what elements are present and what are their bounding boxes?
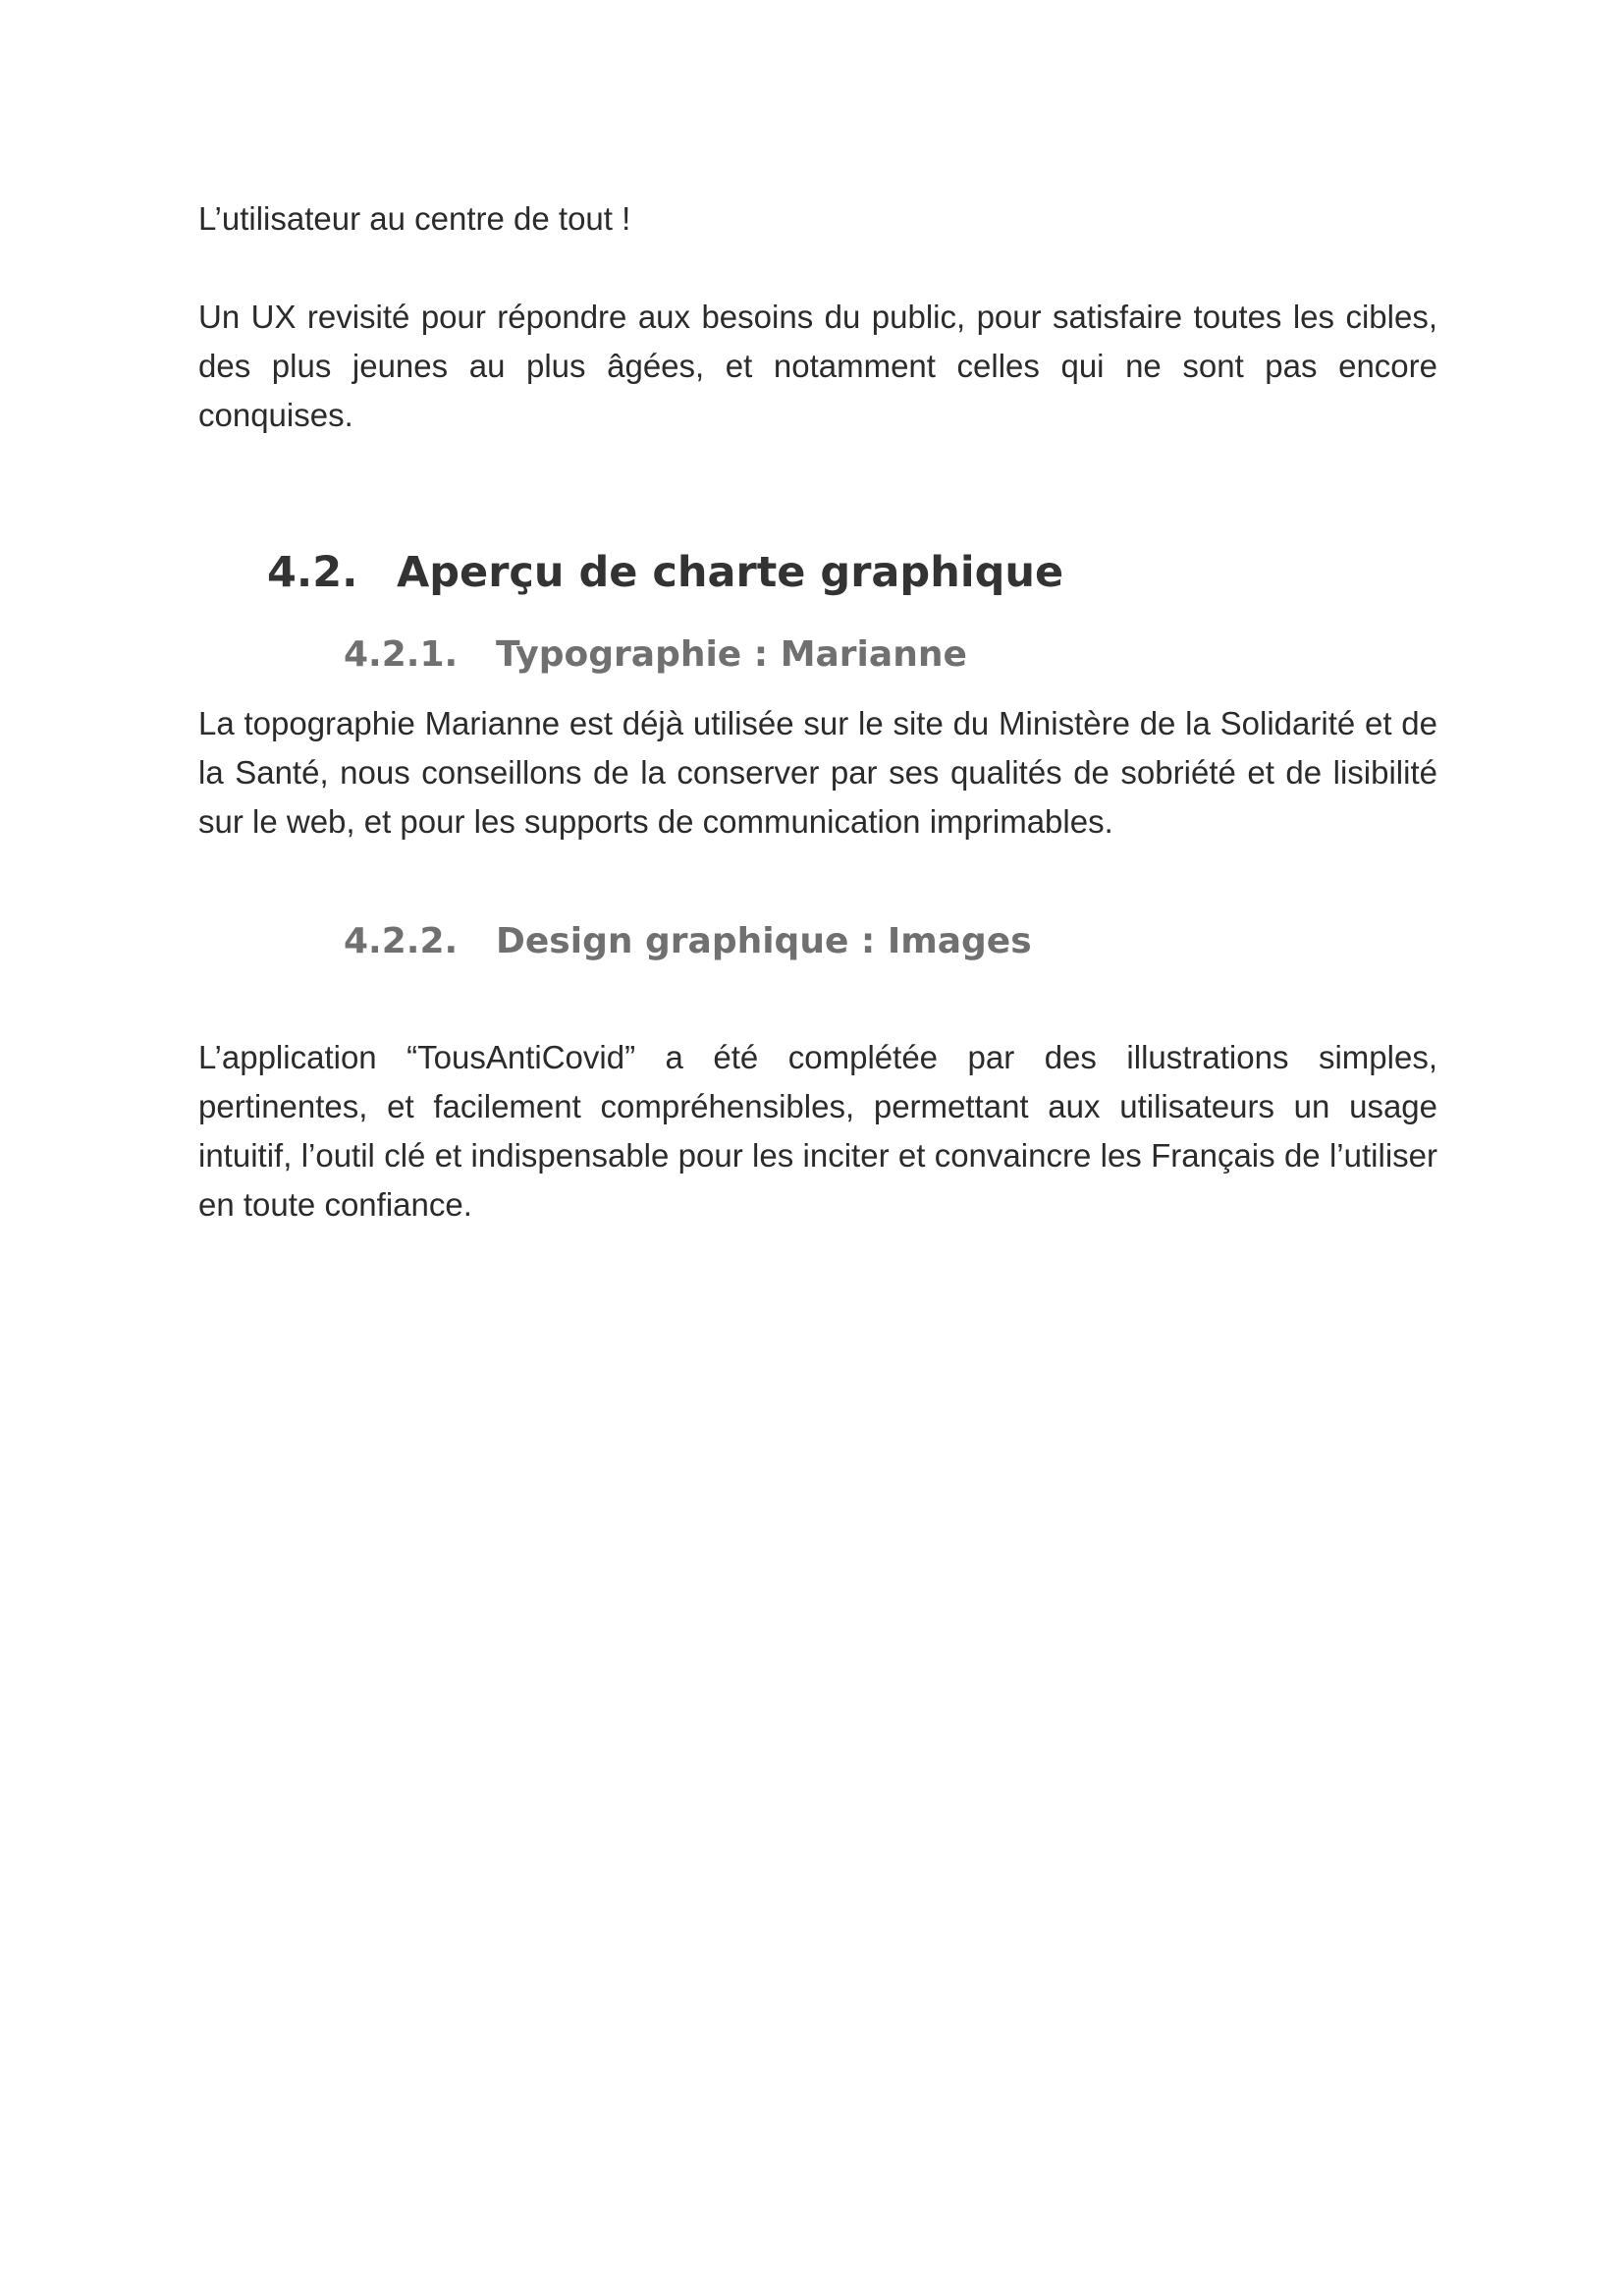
subsection-number: 4.2.1.	[344, 634, 459, 675]
section-title: Aperçu de charte graphique	[397, 548, 1064, 597]
ux-paragraph: Un UX revisité pour répondre aux besoins du public, pour satisfaire toutes les cibles, des plus jeunes au plus âgées, et notamment celles qui ne sont pas encore conquises.	[198, 299, 1437, 433]
section-heading-4-2	[267, 543, 1063, 602]
images-paragraph: L’application “TousAntiCovid” a été complétée par des illustrations simples, pertinentes, et facilement compréhensibles, permettant aux utilisateurs un usage intuitif, l’outil clé et indispensable pour les inciter et convaincre les Français de l’utiliser en toute confiance.	[198, 1039, 1437, 1223]
subsection-heading-4-2-2	[344, 917, 1032, 966]
typography-paragraph: La topographie Marianne est déjà utilisée sur le site du Ministère de la Solidarité et de la Santé, nous conseillons de la conserver par ses qualités de sobriété et de lisibilité sur le web, et pour les supports de communication imprimables.	[198, 705, 1437, 840]
intro-line: L’utilisateur au centre de tout !	[198, 200, 631, 237]
subsection-title: Design graphique : Images	[496, 921, 1032, 961]
subsection-title: Typographie : Marianne	[496, 634, 967, 675]
section-number: 4.2.	[267, 548, 358, 597]
subsection-number: 4.2.2.	[344, 921, 459, 961]
subsection-heading-4-2-1	[344, 630, 967, 680]
